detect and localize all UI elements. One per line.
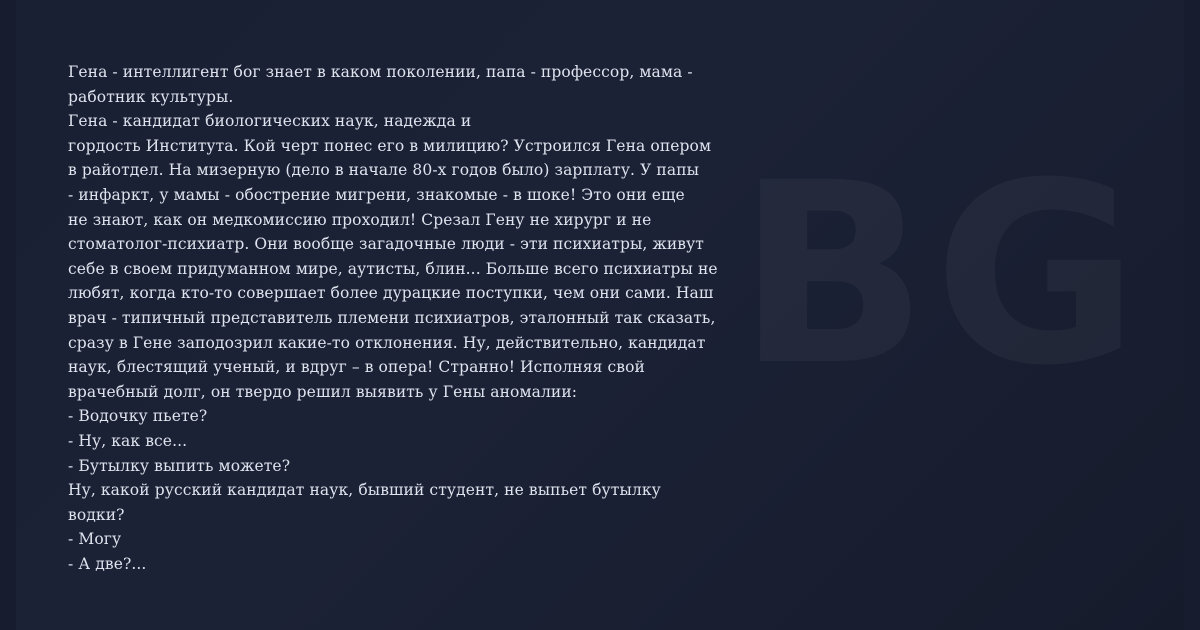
right-edge-bar bbox=[1184, 0, 1200, 630]
story-line: гордость Института. Кой черт понес его в милицию? Устроился Гена опером bbox=[68, 136, 712, 155]
story-line: Гена - кандидат биологических наук, надежда и bbox=[68, 112, 472, 131]
story-line: - Бутылку выпить можете? bbox=[68, 456, 291, 475]
story-line: водки? bbox=[68, 505, 125, 524]
story-line: - Могу bbox=[68, 530, 122, 549]
story-line: врачебный долг, он твердо решил выявить у Гены аномалии: bbox=[68, 382, 578, 401]
story-line: в райотдел. На мизерную (дело в начале 80-х годов было) зарплату. У папы bbox=[68, 161, 700, 180]
story-line: работник культуры. bbox=[68, 87, 234, 106]
story-line: - Водочку пьете? bbox=[68, 407, 208, 426]
story-line: стоматолог-психиатр. Они вообще загадочные люди - эти психиатры, живут bbox=[68, 235, 704, 254]
story-line: - инфаркт, у мамы - обострение мигрени, знакомые - в шоке! Это они еще bbox=[68, 185, 685, 204]
watermark-logo bbox=[737, 150, 1145, 400]
story-line: Ну, какой русский кандидат наук, бывший студент, не выпьет бутылку bbox=[68, 481, 661, 500]
story-text-block bbox=[68, 60, 748, 576]
story-line: Гена - интеллигент бог знает в каком поколении, папа - профессор, мама - bbox=[68, 63, 693, 81]
story-line: любят, когда кто-то совершает более дурацкие поступки, чем они сами. Наш bbox=[68, 284, 714, 303]
story-line: - Ну, как все... bbox=[68, 431, 188, 450]
story-line: себе в своем придуманном мире, аутисты, блин... Больше всего психиатры не bbox=[68, 259, 718, 278]
left-edge-bar bbox=[0, 0, 16, 630]
story-line: - А две?... bbox=[68, 554, 147, 573]
story-line: врач - типичный представитель племени психиатров, эталонный так сказать, bbox=[68, 308, 716, 327]
story-line: не знают, как он медкомиссию проходил! Срезал Гену не хирург и не bbox=[68, 210, 652, 229]
story-line: наук, блестящий ученый, и вдруг – в опера! Странно! Исполняя свой bbox=[68, 358, 645, 377]
story-line: сразу в Гене заподозрил какие-то отклонения. Ну, действительно, кандидат bbox=[68, 333, 706, 352]
